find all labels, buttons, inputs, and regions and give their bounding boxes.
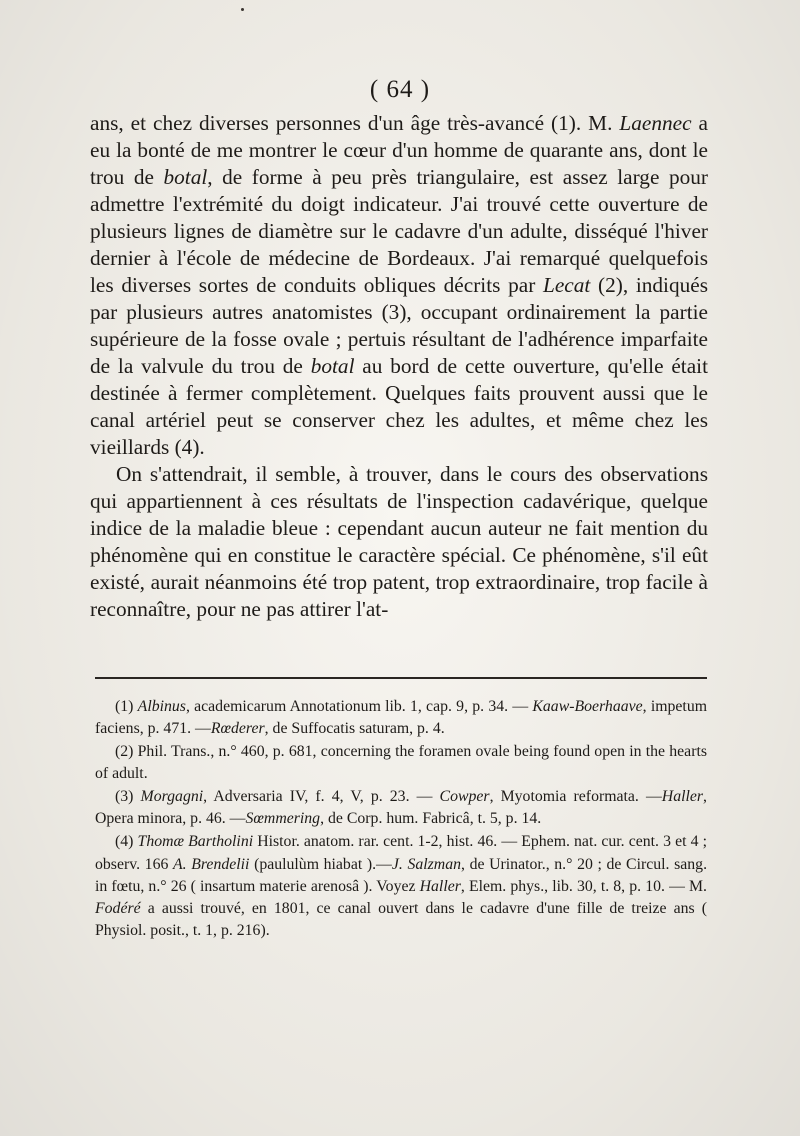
body-paragraph: ans, et chez diverses personnes d'un âge très-avancé (1). M. Laennec a eu la bonté de me montrer le cœur d'un homme de quarante ans, dont le trou de botal, de forme à peu près triangulaire, est assez large pour admettre l'extrémité du doigt indicateur. J'ai trouvé cette ouverture de plusieurs lignes de diamètre sur le cadavre d'un adulte, disséqué l'hiver dernier à l'école de médecine de Bordeaux. J'ai remarqué quelquefois les diverses sortes de conduits obliques décrits par Lecat (2), indiqués par plusieurs autres anatomistes (3), occupant ordinairement la partie supérieure de la fosse ovale ; pertuis résultant de l'adhérence imparfaite de la valvule du trou de botal au bord de cette ouverture, qu'elle était destinée à fermer complètement. Quelques faits prouvent aussi que le canal artériel peut se conserver chez les adultes, et même chez les vieillards (4). <box>90 111 709 459</box>
footnote: (3) Morgagni, Adversaria IV, f. 4, V, p. 23. — Cowper, Myotomia reformata. —Haller, Opera minora, p. 46. —Sœmmering, de Corp. hum. Fabricâ, t. 5, p. 14. <box>95 788 707 828</box>
footnotes <box>95 696 707 943</box>
body-paragraph: On s'attendrait, il semble, à trouver, dans le cours des observations qui appartiennent à ces résultats de l'inspection cadavérique, quelque indice de la maladie bleue : cependant aucun auteur ne fait mention du phénomène qui en constitue le caractère spécial. Ce phénomène, s'il eût existé, aurait néanmoins été trop patent, trop extraordinaire, trop facile à reconnaître, pour ne pas attirer l'at- <box>90 462 708 621</box>
footnote: (4) Thomæ Bartholini Histor. anatom. rar. cent. 1-2, hist. 46. — Ephem. nat. cur. cent. 3 et 4 ; observ. 166 A. Brendelii (paululùm hiabat ).—J. Salzman, de Urinator., n.° 20 ; de Circul. sang. in fœtu, n.° 26 ( insartum materie arenosâ ). Voyez Haller, Elem. phys., lib. 30, t. 8, p. 10. — M. Fodéré a aussi trouvé, en 1801, ce canal ouvert dans le cadavre d'une fille de treize ans ( Physiol. posit., t. 1, p. 216). <box>95 833 708 940</box>
footnote: (1) Albinus, academicarum Annotationum lib. 1, cap. 9, p. 34. — Kaaw-Boerhaave, impetum faciens, p. 471. —Rœderer, de Suffocatis saturam, p. 4. <box>95 698 708 738</box>
ink-speck <box>241 8 244 11</box>
footnote-divider <box>95 677 707 679</box>
page-number: ( 64 ) <box>369 76 431 103</box>
footnote: (2) Phil. Trans., n.° 460, p. 681, concerning the foramen ovale being found open in the hearts of adult. <box>95 743 707 783</box>
main-text <box>90 110 708 623</box>
